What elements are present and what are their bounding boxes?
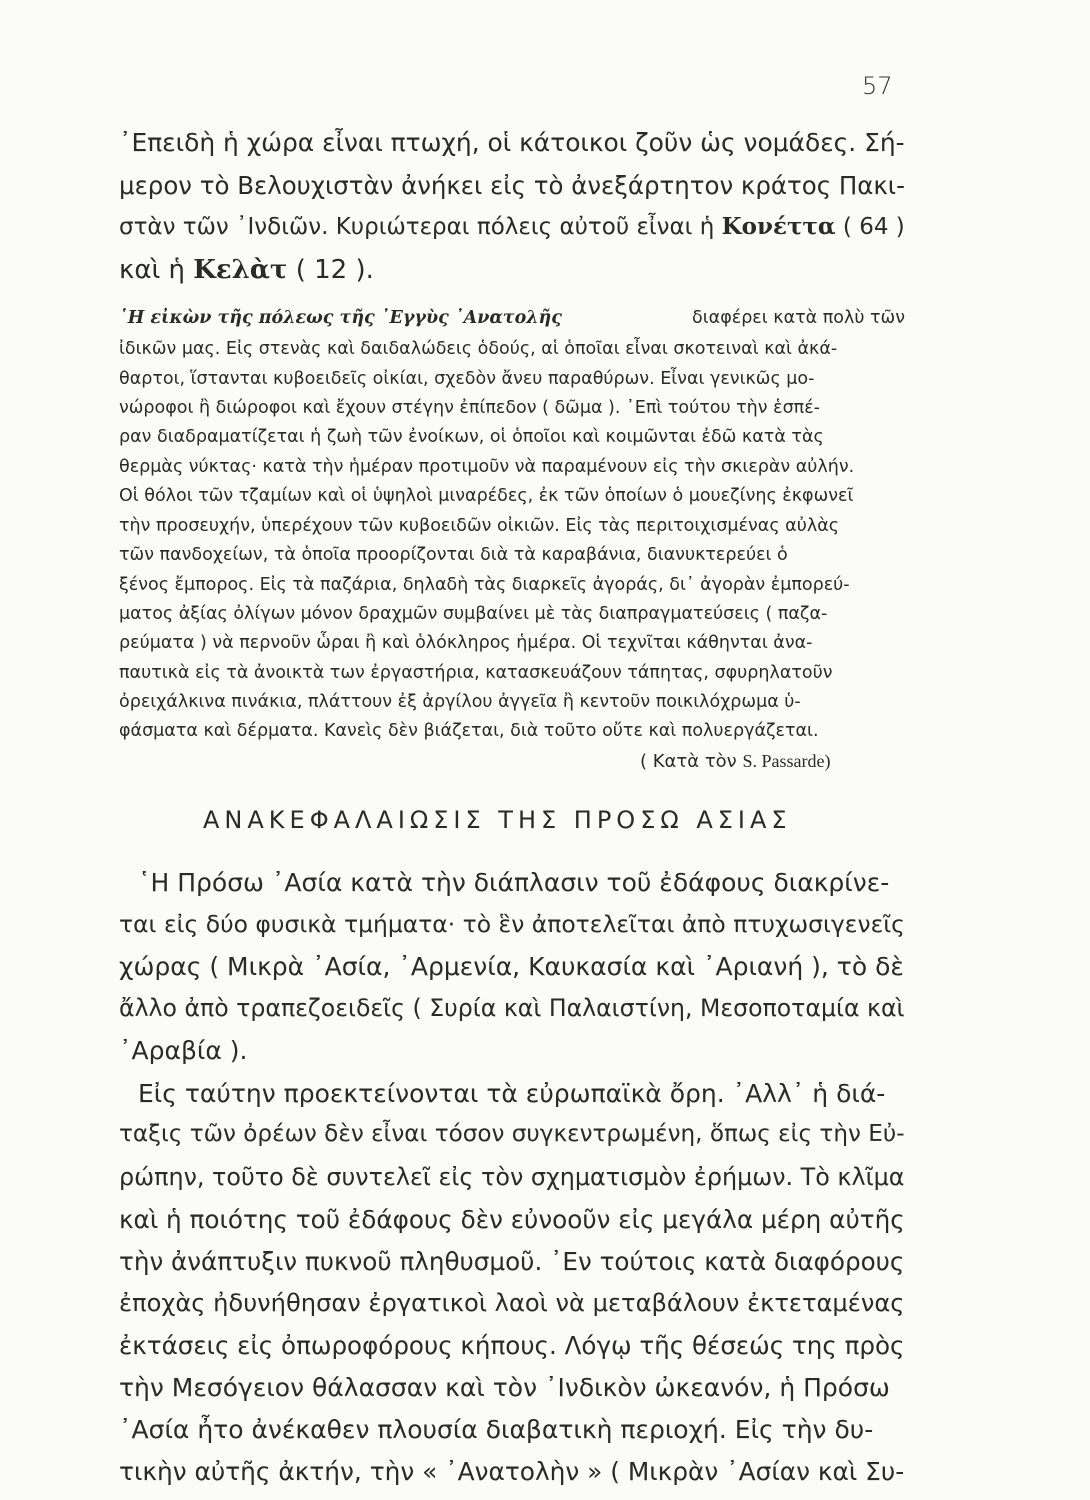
summary-line: ρώπην, τοῦτο δὲ συντελεῖ εἰς τὸν σχηματισμὸν ἐρήμων. Τὸ κλῖμα [119,1163,905,1191]
summary-line: ἄλλο ἀπὸ τραπεζοειδεῖς ( Συρία καὶ Παλαιστίνη, Μεσοποταμία καὶ [119,994,905,1022]
reading-line: θαρτοι, ἵστανται κυβοειδεῖς οἰκίαι, σχεδὸν ἄνευ παραθύρων. Εἶναι γενικῶς μο- [119,369,815,389]
intro-line-1: ᾿Επειδὴ ἡ χώρα εἶναι πτωχή, οἱ κάτοικοι ζοῦν ὡς νομάδες. Σή- [119,128,905,157]
intro-line-4 [119,255,374,285]
summary-line: ᾿Ασία ἦτο ἀνέκαθεν πλουσία διαβατικὴ περιοχή. Εἰς τὴν δυ- [119,1415,874,1444]
summary-line: χώρας ( Μικρὰ ᾿Ασία, ᾿Αρμενία, Καυκασία καὶ ᾿Αριανή ), τὸ δὲ [119,952,904,981]
reading-line: τῶν πανδοχείων, τὰ ὁποῖα προορίζονται διὰ τὰ καραβάνια, διανυκτερεύει ὁ [119,545,788,565]
reading-line: τὴν προσευχήν, ὑπερέχουν τῶν κυβοειδῶν οἰκιῶν. Εἰς τὰς περιτοιχισμένας αὐλὰς [119,516,839,536]
summary-line: Εἰς ταύτην προεκτείνονται τὰ εὐρωπαϊκὰ ὄρη. ᾿Αλλ᾿ ἡ διά- [138,1079,886,1108]
reading-line-1 [119,308,905,328]
section-heading: ΑΝΑΚΕΦΑΛΑΙΩΣΙΣ ΤΗΣ ΠΡΟΣΩ ΑΣΙΑΣ [203,806,792,834]
reading-title: ῾Η εἰκὼν τῆς πόλεως τῆς ᾿Εγγὺς ᾿Ανατολῆς [119,308,562,328]
reading-line: θερμὰς νύκτας· κατὰ τὴν ἡμέραν προτιμοῦν νὰ παραμένουν εἰς τὴν σκιερὰν αὐλήν. [119,457,855,477]
page-number: 57 [862,72,893,100]
city-name-kelat: Κελὰτ [193,255,288,285]
summary-line: τὴν Μεσόγειον θάλασσαν καὶ τὸν ᾿Ινδικὸν ὠκεανόν, ἡ Πρόσω [119,1373,890,1402]
reading-line: νώροφοι ἢ διώροφοι καὶ ἔχουν στέγην ἐπίπεδον ( δῶμα ). ᾿Επὶ τούτου τὴν ἑσπέ- [119,398,820,418]
intro-line-3 [119,213,905,240]
reading-line: φάσματα καὶ δέρματα. Κανεὶς δὲν βιάζεται, διὰ τοῦτο οὔτε καὶ πολυεργάζεται. [119,721,819,741]
summary-line: ἐποχὰς ἠδυνήθησαν ἐργατικοὶ λαοὶ νὰ μεταβάλουν ἐκτεταμένας [119,1289,905,1317]
reading-credit [640,751,830,772]
reading-line: ραν διαδραματίζεται ἡ ζωὴ τῶν ἐνοίκων, οἱ ὁποῖοι καὶ κοιμῶνται ἐδῶ κατὰ τὰς [119,427,824,447]
reading-line-1-end: διαφέρει κατὰ πολὺ τῶν [692,308,905,328]
city-konetta-count: ( 64 ) [842,214,905,240]
reading-line: Οἱ θόλοι τῶν τζαμίων καὶ οἱ ὑψηλοὶ μιναρέδες, ἐκ τῶν ὁποίων ὁ μουεζίνης ἐκφωνεῖ [119,486,854,506]
summary-line: τικὴν αὐτῆς ἀκτήν, τὴν « ᾿Ανατολὴν » ( Μικρὰν ᾿Ασίαν καὶ Συ- [119,1457,905,1486]
intro-line-2: μερον τὸ Βελουχιστὰν ἀνήκει εἰς τὸ ἀνεξάρτητον κράτος Πακι- [119,171,905,200]
reading-line: ὀρειχάλκινα πινάκια, πλάττουν ἐξ ἀργίλου ἀγγεῖα ἢ κεντοῦν ποικιλόχρωμα ὑ- [119,692,801,712]
reading-line: παυτικὰ εἰς τὰ ἀνοικτὰ των ἐργαστήρια, κατασκευάζουν τάπητας, σφυρηλατοῦν [119,663,833,683]
intro-line-4-text: καὶ ἡ [119,255,186,285]
summary-line: ται εἰς δύο φυσικὰ τμήματα· τὸ ἓν ἀποτελεῖται ἀπὸ πτυχωσιγενεῖς [119,910,905,938]
city-kelat-count: ( 12 ). [295,255,374,285]
summary-line: ᾿Αραβία ). [119,1036,248,1065]
reading-line: ἰδικῶν μας. Εἰς στενὰς καὶ δαιδαλώδεις ὁδούς, αἱ ὁποῖαι εἶναι σκοτειναὶ καὶ ἀκά- [119,339,838,359]
reading-line: ρεύματα ) νὰ περνοῦν ὧραι ἢ καὶ ὁλόκληρος ἡμέρα. Οἱ τεχνῖται κάθηνται ἀνα- [119,633,813,653]
reading-line: ματος ἀξίας ὀλίγων μόνον δραχμῶν συμβαίνει μὲ τὰς διαπραγματεύσεις ( παζα- [119,604,828,624]
summary-line: ἐκτάσεις εἰς ὀπωροφόρους κήπους. Λόγῳ τῆς θέσεώς της πρὸς [119,1331,905,1360]
intro-line-3-text: στὰν τῶν ᾿Ινδιῶν. Κυριώτεραι πόλεις αὐτοῦ εἶναι ἡ [119,214,715,240]
summary-line: καὶ ἡ ποιότης τοῦ ἐδάφους δὲν εὐνοοῦν εἰς μεγάλα μέρη αὐτῆς [119,1205,905,1234]
credit-author: S. Passarde) [742,751,831,771]
summary-line: ταξις τῶν ὀρέων δὲν εἶναι τόσον συγκεντρωμένη, ὅπως εἰς τὴν Εὐ- [119,1121,905,1147]
summary-line: ῾Η Πρόσω ᾿Ασία κατὰ τὴν διάπλασιν τοῦ ἐδάφους διακρίνε- [138,868,890,897]
summary-line: τὴν ἀνάπτυξιν πυκνοῦ πληθυσμοῦ. ᾿Εν τούτοις κατὰ διαφόρους [119,1247,905,1276]
city-name-konetta: Κονέττα [721,213,836,240]
reading-line: ξένος ἔμπορος. Εἰς τὰ παζάρια, δηλαδὴ τὰς διαρκεῖς ἀγοράς, δι᾿ ἀγορὰν ἐμπορεύ- [119,575,850,595]
credit-prefix: ( Κατὰ τὸν [640,751,737,772]
